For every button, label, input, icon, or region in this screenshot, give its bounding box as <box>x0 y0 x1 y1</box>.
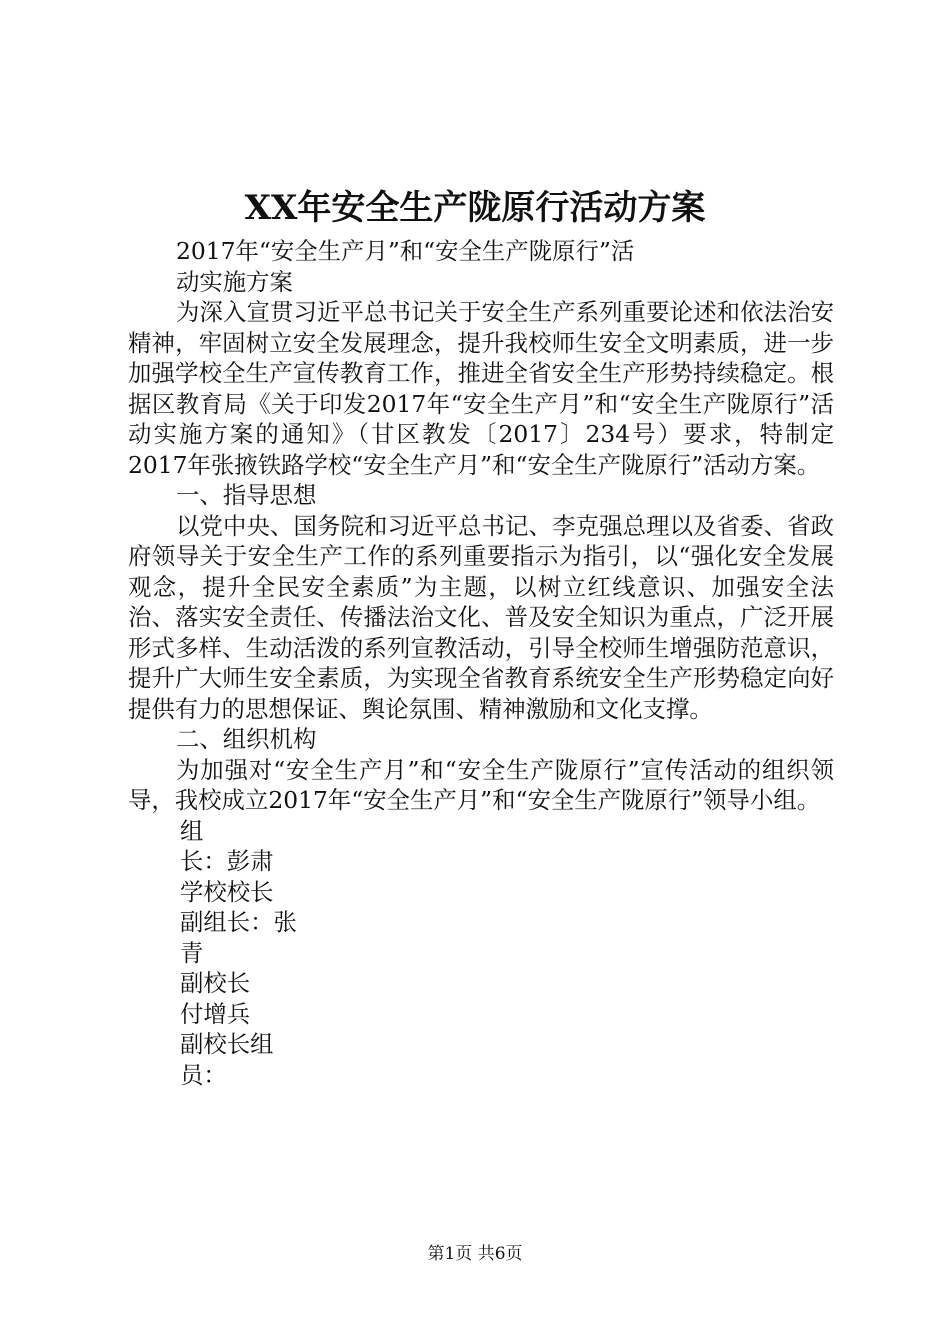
guiding-thought-paragraph: 以党中央、国务院和习近平总书记、李克强总理以及省委、省政府领导关于安全生产工作的系列重要指示为指引，以“强化安全发展观念，提升全民安全素质”为主题，以树立红线意识、加强安全法治、落实安全责任、传播法治文化、普及安全知识为重点，广泛开展形式多样、生动活泼的系列宣教活动，引导全校师生增强防范意识，提升广大师生安全素质，为实现全省教育系统安全生产形势稳定向好提供有力的思想保证、舆论氛围、精神激励和文化支撑。 <box>128 511 834 723</box>
member-line: 长：彭肃 <box>180 847 274 875</box>
member-line: 副校长 <box>180 969 251 997</box>
section-heading-guiding-thought: 一、指导思想 <box>176 481 317 509</box>
member-line: 付增兵 <box>180 999 251 1028</box>
member-line: 副组长：张 <box>180 908 297 936</box>
member-line: 组 <box>180 816 204 845</box>
page-footer: 第1页 共6页 <box>427 1244 523 1264</box>
member-line: 员： <box>180 1060 227 1089</box>
member-line: 副校长组 <box>180 1030 274 1058</box>
document-subtitle: 2017年“安全生产月”和“安全生产陇原行”活动实施方案 <box>176 237 635 296</box>
member-line: 学校校长 <box>180 877 274 906</box>
member-list <box>128 816 834 1091</box>
organization-paragraph: 为加强对“安全生产月”和“安全生产陇原行”宣传活动的组织领导，我校成立2017年“安全生产月”和“安全生产陇原行”领导小组。 <box>128 755 834 814</box>
section-heading-organization: 二、组织机构 <box>176 725 317 753</box>
member-line: 青 <box>180 938 204 967</box>
intro-paragraph: 为深入宣贯习近平总书记关于安全生产系列重要论述和依法治安精神，牢固树立安全发展理念，提升我校师生安全文明素质，进一步加强学校全生产宣传教育工作，推进全省安全生产形势持续稳定。根据区教育局《关于印发2017年“安全生产月”和“安全生产陇原行”活动实施方案的通知》（甘区教发〔2017〕234号）要求，特制定2017年张掖铁路学校“安全生产月”和“安全生产陇原行”活动方案。 <box>128 298 834 479</box>
document-body <box>128 236 834 1090</box>
document-title: XX年安全生产陇原行活动方案 <box>244 188 706 228</box>
